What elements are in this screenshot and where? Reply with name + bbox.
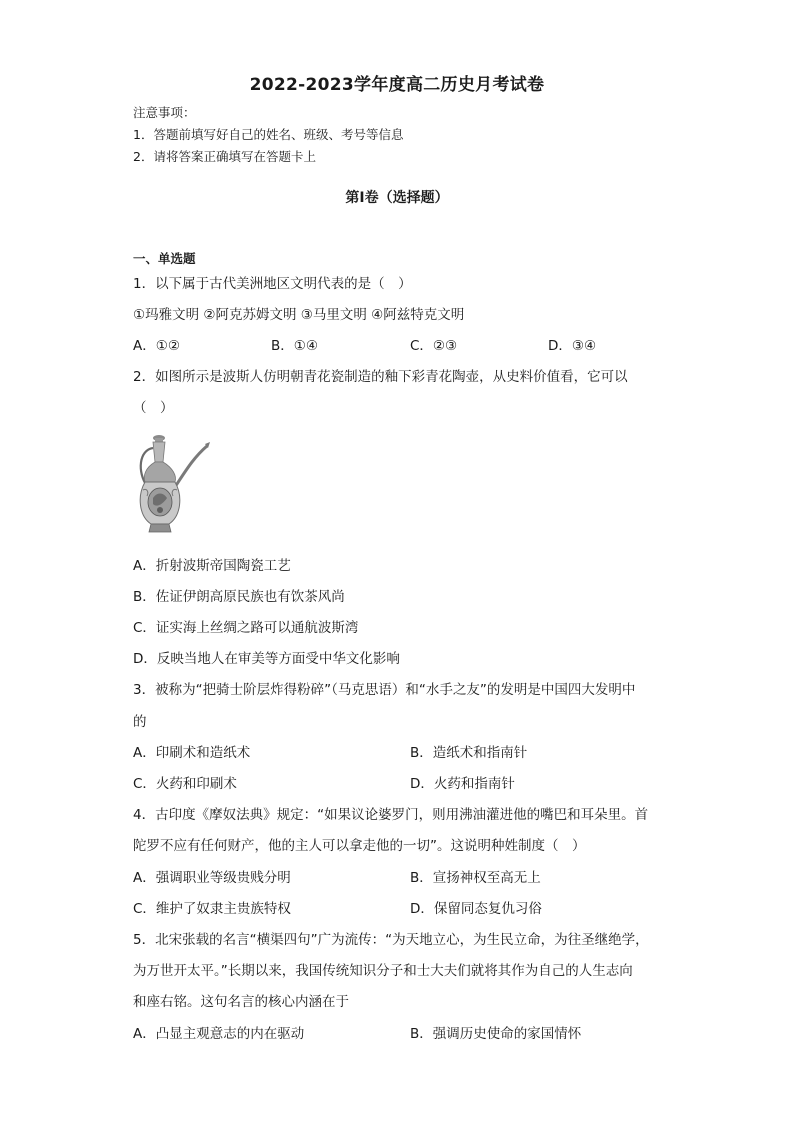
question-3-option-d[interactable]: D．火药和指南针: [410, 776, 515, 792]
question-2-stem: 2．如图所示是波斯人仿明朝青花瓷制造的釉下彩青花陶壶，从史料价值看，它可以: [133, 369, 628, 385]
question-1-stem: ①玛雅文明 ②阿克苏姆文明 ③马里文明 ④阿兹特克文明: [133, 307, 465, 323]
option-d[interactable]: D．③④: [548, 338, 597, 354]
question-2-option-c[interactable]: C．证实海上丝绸之路可以通航波斯湾: [133, 620, 359, 636]
section-heading: 一、单选题: [133, 251, 196, 266]
question-2-option-a[interactable]: A．折射波斯帝国陶瓷工艺: [133, 558, 291, 574]
question-3-option-a[interactable]: A．印刷术和造纸术: [133, 745, 251, 761]
question-1-options: [133, 337, 653, 355]
question-5-option-a[interactable]: A．凸显主观意志的内在驱动: [133, 1026, 305, 1042]
question-5-option-b[interactable]: B．强调历史使命的家国情怀: [410, 1026, 582, 1042]
question-1-stem: 1．以下属于古代美洲地区文明代表的是（ ）: [133, 276, 412, 292]
question-2-option-d[interactable]: D．反映当地人在审美等方面受中华文化影响: [133, 651, 400, 667]
option-a[interactable]: A．①②: [133, 338, 180, 354]
question-5-stem: 为万世开太平。”长期以来，我国传统知识分子和士大夫们就将其作为自己的人生志向: [133, 963, 633, 979]
option-c[interactable]: C．②③: [410, 338, 458, 354]
question-3-option-c[interactable]: C．火药和印刷术: [133, 776, 237, 792]
question-3-option-b[interactable]: B．造纸术和指南针: [410, 745, 528, 761]
question-4-option-a[interactable]: A．强调职业等级贵贱分明: [133, 870, 291, 886]
question-4-stem: 4．古印度《摩奴法典》规定：“如果议论婆罗门，则用沸油灌进他的嘴巴和耳朵里。首: [133, 807, 649, 823]
question-2-stem: （ ）: [133, 400, 174, 416]
question-3-stem: 3．被称为“把骑士阶层炸得粉碎”（马克思语）和“水手之友”的发明是中国四大发明中: [133, 682, 636, 698]
question-3-stem: 的: [133, 714, 147, 730]
persian-ewer-image: [133, 432, 213, 536]
question-4-option-d[interactable]: D．保留同态复仇习俗: [410, 901, 542, 917]
question-2-option-b[interactable]: B．佐证伊朗高原民族也有饮茶风尚: [133, 589, 345, 605]
question-5-stem: 5．北宋张载的名言“横渠四句”广为流传：“为天地立心，为生民立命，为往圣继绝学，: [133, 932, 649, 948]
notes-item: 1．答题前填写好自己的姓名、班级、考号等信息: [133, 127, 404, 142]
question-4-option-b[interactable]: B．宣扬神权至高无上: [410, 870, 541, 886]
option-b[interactable]: B．①④: [271, 338, 318, 354]
notes-item: 2．请将答案正确填写在答题卡上: [133, 149, 316, 164]
part-title: 第I卷（选择题）: [345, 190, 449, 206]
question-5-stem: 和座右铭。这句名言的核心内涵在于: [133, 994, 349, 1010]
exam-title: 2022-2023学年度高二历史月考试卷: [249, 75, 545, 95]
question-4-option-c[interactable]: C．维护了奴隶主贵族特权: [133, 901, 291, 917]
question-4-stem: 陀罗不应有任何财产，他的主人可以拿走他的一切”。这说明种姓制度（ ）: [133, 838, 586, 854]
notes-heading: 注意事项：: [133, 105, 196, 120]
